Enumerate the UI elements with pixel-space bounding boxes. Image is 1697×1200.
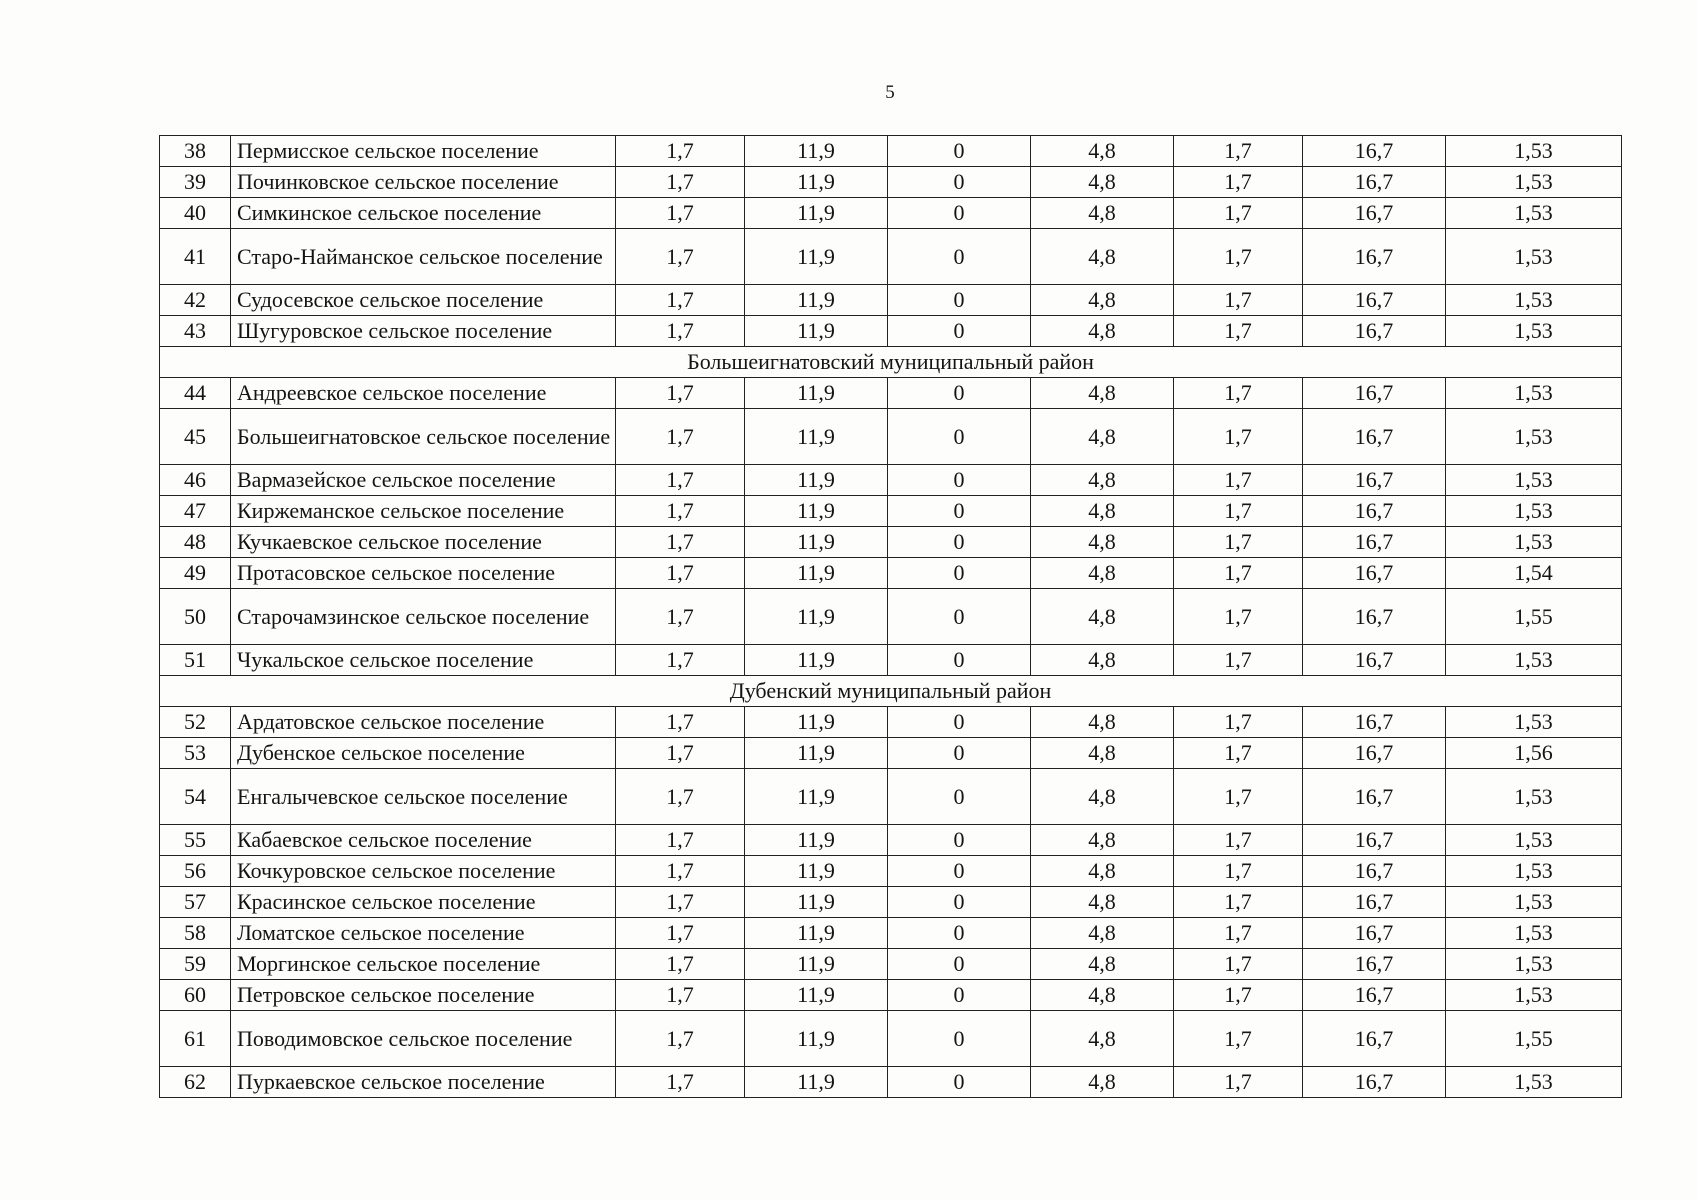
- value-cell: 0: [888, 887, 1031, 918]
- value-cell: 1,7: [1174, 1011, 1303, 1067]
- value-cell: 1,7: [1174, 136, 1303, 167]
- value-cell: 1,7: [616, 229, 745, 285]
- value-cell: 1,53: [1446, 316, 1622, 347]
- value-cell: 16,7: [1303, 825, 1446, 856]
- settlement-name: Большеигнатовское сельское поселение: [231, 409, 616, 465]
- settlement-name: Чукальское сельское поселение: [231, 645, 616, 676]
- value-cell: 16,7: [1303, 316, 1446, 347]
- value-cell: 11,9: [745, 825, 888, 856]
- section-title: Дубенский муниципальный район: [160, 676, 1622, 707]
- value-cell: 1,7: [616, 589, 745, 645]
- settlement-name: Петровское сельское поселение: [231, 980, 616, 1011]
- row-number: 47: [160, 496, 231, 527]
- value-cell: 1,7: [1174, 949, 1303, 980]
- value-cell: 4,8: [1031, 918, 1174, 949]
- table-row: [160, 769, 1622, 825]
- row-number: 61: [160, 1011, 231, 1067]
- value-cell: 4,8: [1031, 229, 1174, 285]
- settlement-name: Старо-Найманское сельское поселение: [231, 229, 616, 285]
- value-cell: 1,53: [1446, 825, 1622, 856]
- value-cell: 4,8: [1031, 527, 1174, 558]
- value-cell: 1,53: [1446, 285, 1622, 316]
- value-cell: 0: [888, 707, 1031, 738]
- value-cell: 16,7: [1303, 558, 1446, 589]
- value-cell: 0: [888, 918, 1031, 949]
- value-cell: 16,7: [1303, 1067, 1446, 1098]
- value-cell: 1,7: [616, 136, 745, 167]
- value-cell: 1,7: [616, 887, 745, 918]
- settlement-name: Красинское сельское поселение: [231, 887, 616, 918]
- value-cell: 16,7: [1303, 949, 1446, 980]
- value-cell: 1,7: [1174, 496, 1303, 527]
- value-cell: 4,8: [1031, 496, 1174, 527]
- value-cell: 1,7: [1174, 769, 1303, 825]
- row-number: 50: [160, 589, 231, 645]
- value-cell: 4,8: [1031, 136, 1174, 167]
- row-number: 53: [160, 738, 231, 769]
- value-cell: 4,8: [1031, 738, 1174, 769]
- table-row: [160, 496, 1622, 527]
- value-cell: 0: [888, 856, 1031, 887]
- value-cell: 11,9: [745, 769, 888, 825]
- value-cell: 11,9: [745, 1067, 888, 1098]
- value-cell: 1,7: [1174, 980, 1303, 1011]
- value-cell: 1,53: [1446, 527, 1622, 558]
- value-cell: 16,7: [1303, 856, 1446, 887]
- table-row: [160, 949, 1622, 980]
- value-cell: 16,7: [1303, 918, 1446, 949]
- value-cell: 1,7: [1174, 285, 1303, 316]
- value-cell: 1,55: [1446, 1011, 1622, 1067]
- value-cell: 11,9: [745, 409, 888, 465]
- value-cell: 11,9: [745, 918, 888, 949]
- value-cell: 4,8: [1031, 980, 1174, 1011]
- value-cell: 0: [888, 496, 1031, 527]
- value-cell: 0: [888, 1067, 1031, 1098]
- value-cell: 16,7: [1303, 589, 1446, 645]
- table-row: [160, 856, 1622, 887]
- value-cell: 11,9: [745, 949, 888, 980]
- value-cell: 1,7: [616, 409, 745, 465]
- value-cell: 11,9: [745, 167, 888, 198]
- settlement-name: Судосевское сельское поселение: [231, 285, 616, 316]
- settlement-name: Симкинское сельское поселение: [231, 198, 616, 229]
- table-row: [160, 589, 1622, 645]
- value-cell: 1,7: [616, 1011, 745, 1067]
- value-cell: 16,7: [1303, 1011, 1446, 1067]
- row-number: 43: [160, 316, 231, 347]
- row-number: 42: [160, 285, 231, 316]
- value-cell: 1,53: [1446, 856, 1622, 887]
- settlement-name: Киржеманское сельское поселение: [231, 496, 616, 527]
- value-cell: 16,7: [1303, 496, 1446, 527]
- value-cell: 1,7: [616, 738, 745, 769]
- value-cell: 1,7: [1174, 918, 1303, 949]
- value-cell: 1,53: [1446, 496, 1622, 527]
- value-cell: 1,53: [1446, 707, 1622, 738]
- value-cell: 16,7: [1303, 769, 1446, 825]
- value-cell: 4,8: [1031, 316, 1174, 347]
- value-cell: 1,56: [1446, 738, 1622, 769]
- value-cell: 1,7: [1174, 229, 1303, 285]
- value-cell: 16,7: [1303, 198, 1446, 229]
- value-cell: 1,7: [1174, 589, 1303, 645]
- settlement-name: Андреевское сельское поселение: [231, 378, 616, 409]
- value-cell: 11,9: [745, 856, 888, 887]
- row-number: 49: [160, 558, 231, 589]
- value-cell: 16,7: [1303, 136, 1446, 167]
- table-row: [160, 316, 1622, 347]
- table-row: [160, 707, 1622, 738]
- value-cell: 0: [888, 558, 1031, 589]
- value-cell: 4,8: [1031, 949, 1174, 980]
- value-cell: 1,7: [616, 167, 745, 198]
- value-cell: 4,8: [1031, 769, 1174, 825]
- settlement-name: Кабаевское сельское поселение: [231, 825, 616, 856]
- value-cell: 0: [888, 527, 1031, 558]
- settlement-name: Пермисское сельское поселение: [231, 136, 616, 167]
- value-cell: 16,7: [1303, 645, 1446, 676]
- value-cell: 0: [888, 949, 1031, 980]
- value-cell: 16,7: [1303, 738, 1446, 769]
- value-cell: 16,7: [1303, 378, 1446, 409]
- value-cell: 1,53: [1446, 167, 1622, 198]
- table-row: [160, 980, 1622, 1011]
- table-row: [160, 465, 1622, 496]
- table-row: [160, 285, 1622, 316]
- value-cell: 16,7: [1303, 527, 1446, 558]
- value-cell: 11,9: [745, 527, 888, 558]
- value-cell: 1,7: [616, 918, 745, 949]
- value-cell: 1,7: [616, 645, 745, 676]
- value-cell: 0: [888, 285, 1031, 316]
- value-cell: 16,7: [1303, 707, 1446, 738]
- value-cell: 1,7: [1174, 465, 1303, 496]
- table-row: [160, 887, 1622, 918]
- page-number: 5: [885, 82, 895, 103]
- value-cell: 1,53: [1446, 918, 1622, 949]
- value-cell: 0: [888, 136, 1031, 167]
- table-row: [160, 1011, 1622, 1067]
- value-cell: 11,9: [745, 285, 888, 316]
- value-cell: 0: [888, 198, 1031, 229]
- table-row: [160, 167, 1622, 198]
- value-cell: 1,7: [616, 465, 745, 496]
- value-cell: 1,7: [616, 825, 745, 856]
- value-cell: 1,7: [1174, 825, 1303, 856]
- value-cell: 1,7: [1174, 378, 1303, 409]
- value-cell: 4,8: [1031, 378, 1174, 409]
- row-number: 44: [160, 378, 231, 409]
- value-cell: 1,7: [1174, 167, 1303, 198]
- value-cell: 1,53: [1446, 949, 1622, 980]
- value-cell: 1,53: [1446, 769, 1622, 825]
- value-cell: 11,9: [745, 198, 888, 229]
- value-cell: 1,7: [1174, 316, 1303, 347]
- value-cell: 11,9: [745, 707, 888, 738]
- value-cell: 4,8: [1031, 409, 1174, 465]
- value-cell: 1,53: [1446, 1067, 1622, 1098]
- row-number: 59: [160, 949, 231, 980]
- value-cell: 0: [888, 465, 1031, 496]
- value-cell: 4,8: [1031, 707, 1174, 738]
- value-cell: 11,9: [745, 229, 888, 285]
- settlement-name: Починковское сельское поселение: [231, 167, 616, 198]
- value-cell: 4,8: [1031, 887, 1174, 918]
- value-cell: 1,7: [616, 707, 745, 738]
- value-cell: 16,7: [1303, 285, 1446, 316]
- value-cell: 1,7: [616, 980, 745, 1011]
- row-number: 38: [160, 136, 231, 167]
- value-cell: 0: [888, 825, 1031, 856]
- row-number: 60: [160, 980, 231, 1011]
- value-cell: 11,9: [745, 738, 888, 769]
- section-header-row: [160, 347, 1622, 378]
- value-cell: 4,8: [1031, 1011, 1174, 1067]
- table-row: [160, 918, 1622, 949]
- table-row: [160, 645, 1622, 676]
- value-cell: 11,9: [745, 378, 888, 409]
- row-number: 41: [160, 229, 231, 285]
- value-cell: 16,7: [1303, 409, 1446, 465]
- settlement-name: Ардатовское сельское поселение: [231, 707, 616, 738]
- row-number: 45: [160, 409, 231, 465]
- value-cell: 11,9: [745, 980, 888, 1011]
- value-cell: 1,53: [1446, 378, 1622, 409]
- value-cell: 0: [888, 769, 1031, 825]
- row-number: 56: [160, 856, 231, 887]
- value-cell: 1,7: [1174, 707, 1303, 738]
- value-cell: 0: [888, 589, 1031, 645]
- row-number: 39: [160, 167, 231, 198]
- value-cell: 1,7: [616, 769, 745, 825]
- value-cell: 11,9: [745, 1011, 888, 1067]
- value-cell: 0: [888, 1011, 1031, 1067]
- value-cell: 4,8: [1031, 825, 1174, 856]
- table-row: [160, 1067, 1622, 1098]
- row-number: 54: [160, 769, 231, 825]
- value-cell: 16,7: [1303, 465, 1446, 496]
- settlement-name: Вармазейское сельское поселение: [231, 465, 616, 496]
- row-number: 46: [160, 465, 231, 496]
- value-cell: 4,8: [1031, 167, 1174, 198]
- value-cell: 1,7: [616, 1067, 745, 1098]
- value-cell: 1,7: [1174, 558, 1303, 589]
- value-cell: 1,7: [1174, 527, 1303, 558]
- value-cell: 1,53: [1446, 409, 1622, 465]
- value-cell: 4,8: [1031, 1067, 1174, 1098]
- value-cell: 11,9: [745, 496, 888, 527]
- value-cell: 1,55: [1446, 589, 1622, 645]
- row-number: 57: [160, 887, 231, 918]
- value-cell: 16,7: [1303, 167, 1446, 198]
- value-cell: 0: [888, 980, 1031, 1011]
- value-cell: 0: [888, 645, 1031, 676]
- table-row: [160, 825, 1622, 856]
- value-cell: 11,9: [745, 887, 888, 918]
- row-number: 52: [160, 707, 231, 738]
- value-cell: 0: [888, 738, 1031, 769]
- value-cell: 1,7: [616, 378, 745, 409]
- settlement-name: Кучкаевское сельское поселение: [231, 527, 616, 558]
- value-cell: 1,7: [616, 949, 745, 980]
- value-cell: 16,7: [1303, 980, 1446, 1011]
- value-cell: 16,7: [1303, 229, 1446, 285]
- value-cell: 11,9: [745, 558, 888, 589]
- value-cell: 4,8: [1031, 645, 1174, 676]
- value-cell: 1,53: [1446, 136, 1622, 167]
- table-row: [160, 378, 1622, 409]
- section-header-row: [160, 676, 1622, 707]
- value-cell: 1,7: [1174, 856, 1303, 887]
- value-cell: 0: [888, 229, 1031, 285]
- value-cell: 1,7: [1174, 645, 1303, 676]
- value-cell: 1,7: [616, 316, 745, 347]
- table-row: [160, 229, 1622, 285]
- settlement-name: Пуркаевское сельское поселение: [231, 1067, 616, 1098]
- table-row: [160, 409, 1622, 465]
- settlement-name: Дубенское сельское поселение: [231, 738, 616, 769]
- table-row: [160, 558, 1622, 589]
- value-cell: 4,8: [1031, 558, 1174, 589]
- table-row: [160, 738, 1622, 769]
- value-cell: 1,7: [1174, 409, 1303, 465]
- value-cell: 1,7: [1174, 198, 1303, 229]
- value-cell: 1,7: [616, 198, 745, 229]
- settlement-name: Енгалычевское сельское поселение: [231, 769, 616, 825]
- value-cell: 11,9: [745, 316, 888, 347]
- value-cell: 1,53: [1446, 980, 1622, 1011]
- settlement-name: Моргинское сельское поселение: [231, 949, 616, 980]
- table-body: [160, 136, 1622, 1098]
- settlement-name: Поводимовское сельское поселение: [231, 1011, 616, 1067]
- value-cell: 1,7: [1174, 738, 1303, 769]
- settlement-name: Протасовское сельское поселение: [231, 558, 616, 589]
- value-cell: 1,54: [1446, 558, 1622, 589]
- value-cell: 1,53: [1446, 198, 1622, 229]
- value-cell: 1,7: [1174, 887, 1303, 918]
- settlement-name: Кочкуровское сельское поселение: [231, 856, 616, 887]
- value-cell: 1,7: [616, 496, 745, 527]
- value-cell: 4,8: [1031, 465, 1174, 496]
- value-cell: 1,7: [616, 856, 745, 887]
- table-row: [160, 136, 1622, 167]
- value-cell: 1,7: [616, 285, 745, 316]
- row-number: 58: [160, 918, 231, 949]
- value-cell: 4,8: [1031, 198, 1174, 229]
- table-row: [160, 527, 1622, 558]
- row-number: 48: [160, 527, 231, 558]
- value-cell: 16,7: [1303, 887, 1446, 918]
- value-cell: 1,53: [1446, 887, 1622, 918]
- row-number: 51: [160, 645, 231, 676]
- value-cell: 1,53: [1446, 465, 1622, 496]
- value-cell: 11,9: [745, 465, 888, 496]
- value-cell: 0: [888, 316, 1031, 347]
- row-number: 62: [160, 1067, 231, 1098]
- row-number: 55: [160, 825, 231, 856]
- value-cell: 11,9: [745, 136, 888, 167]
- value-cell: 1,7: [616, 527, 745, 558]
- value-cell: 4,8: [1031, 856, 1174, 887]
- value-cell: 1,7: [616, 558, 745, 589]
- settlement-name: Ломатское сельское поселение: [231, 918, 616, 949]
- value-cell: 1,53: [1446, 229, 1622, 285]
- settlements-table: [159, 135, 1622, 1098]
- section-title: Большеигнатовский муниципальный район: [160, 347, 1622, 378]
- settlement-name: Старочамзинское сельское поселение: [231, 589, 616, 645]
- table-row: [160, 198, 1622, 229]
- value-cell: 4,8: [1031, 285, 1174, 316]
- value-cell: 1,53: [1446, 645, 1622, 676]
- value-cell: 4,8: [1031, 589, 1174, 645]
- value-cell: 11,9: [745, 645, 888, 676]
- row-number: 40: [160, 198, 231, 229]
- settlement-name: Шугуровское сельское поселение: [231, 316, 616, 347]
- value-cell: 1,7: [1174, 1067, 1303, 1098]
- value-cell: 0: [888, 409, 1031, 465]
- value-cell: 11,9: [745, 589, 888, 645]
- value-cell: 0: [888, 167, 1031, 198]
- value-cell: 0: [888, 378, 1031, 409]
